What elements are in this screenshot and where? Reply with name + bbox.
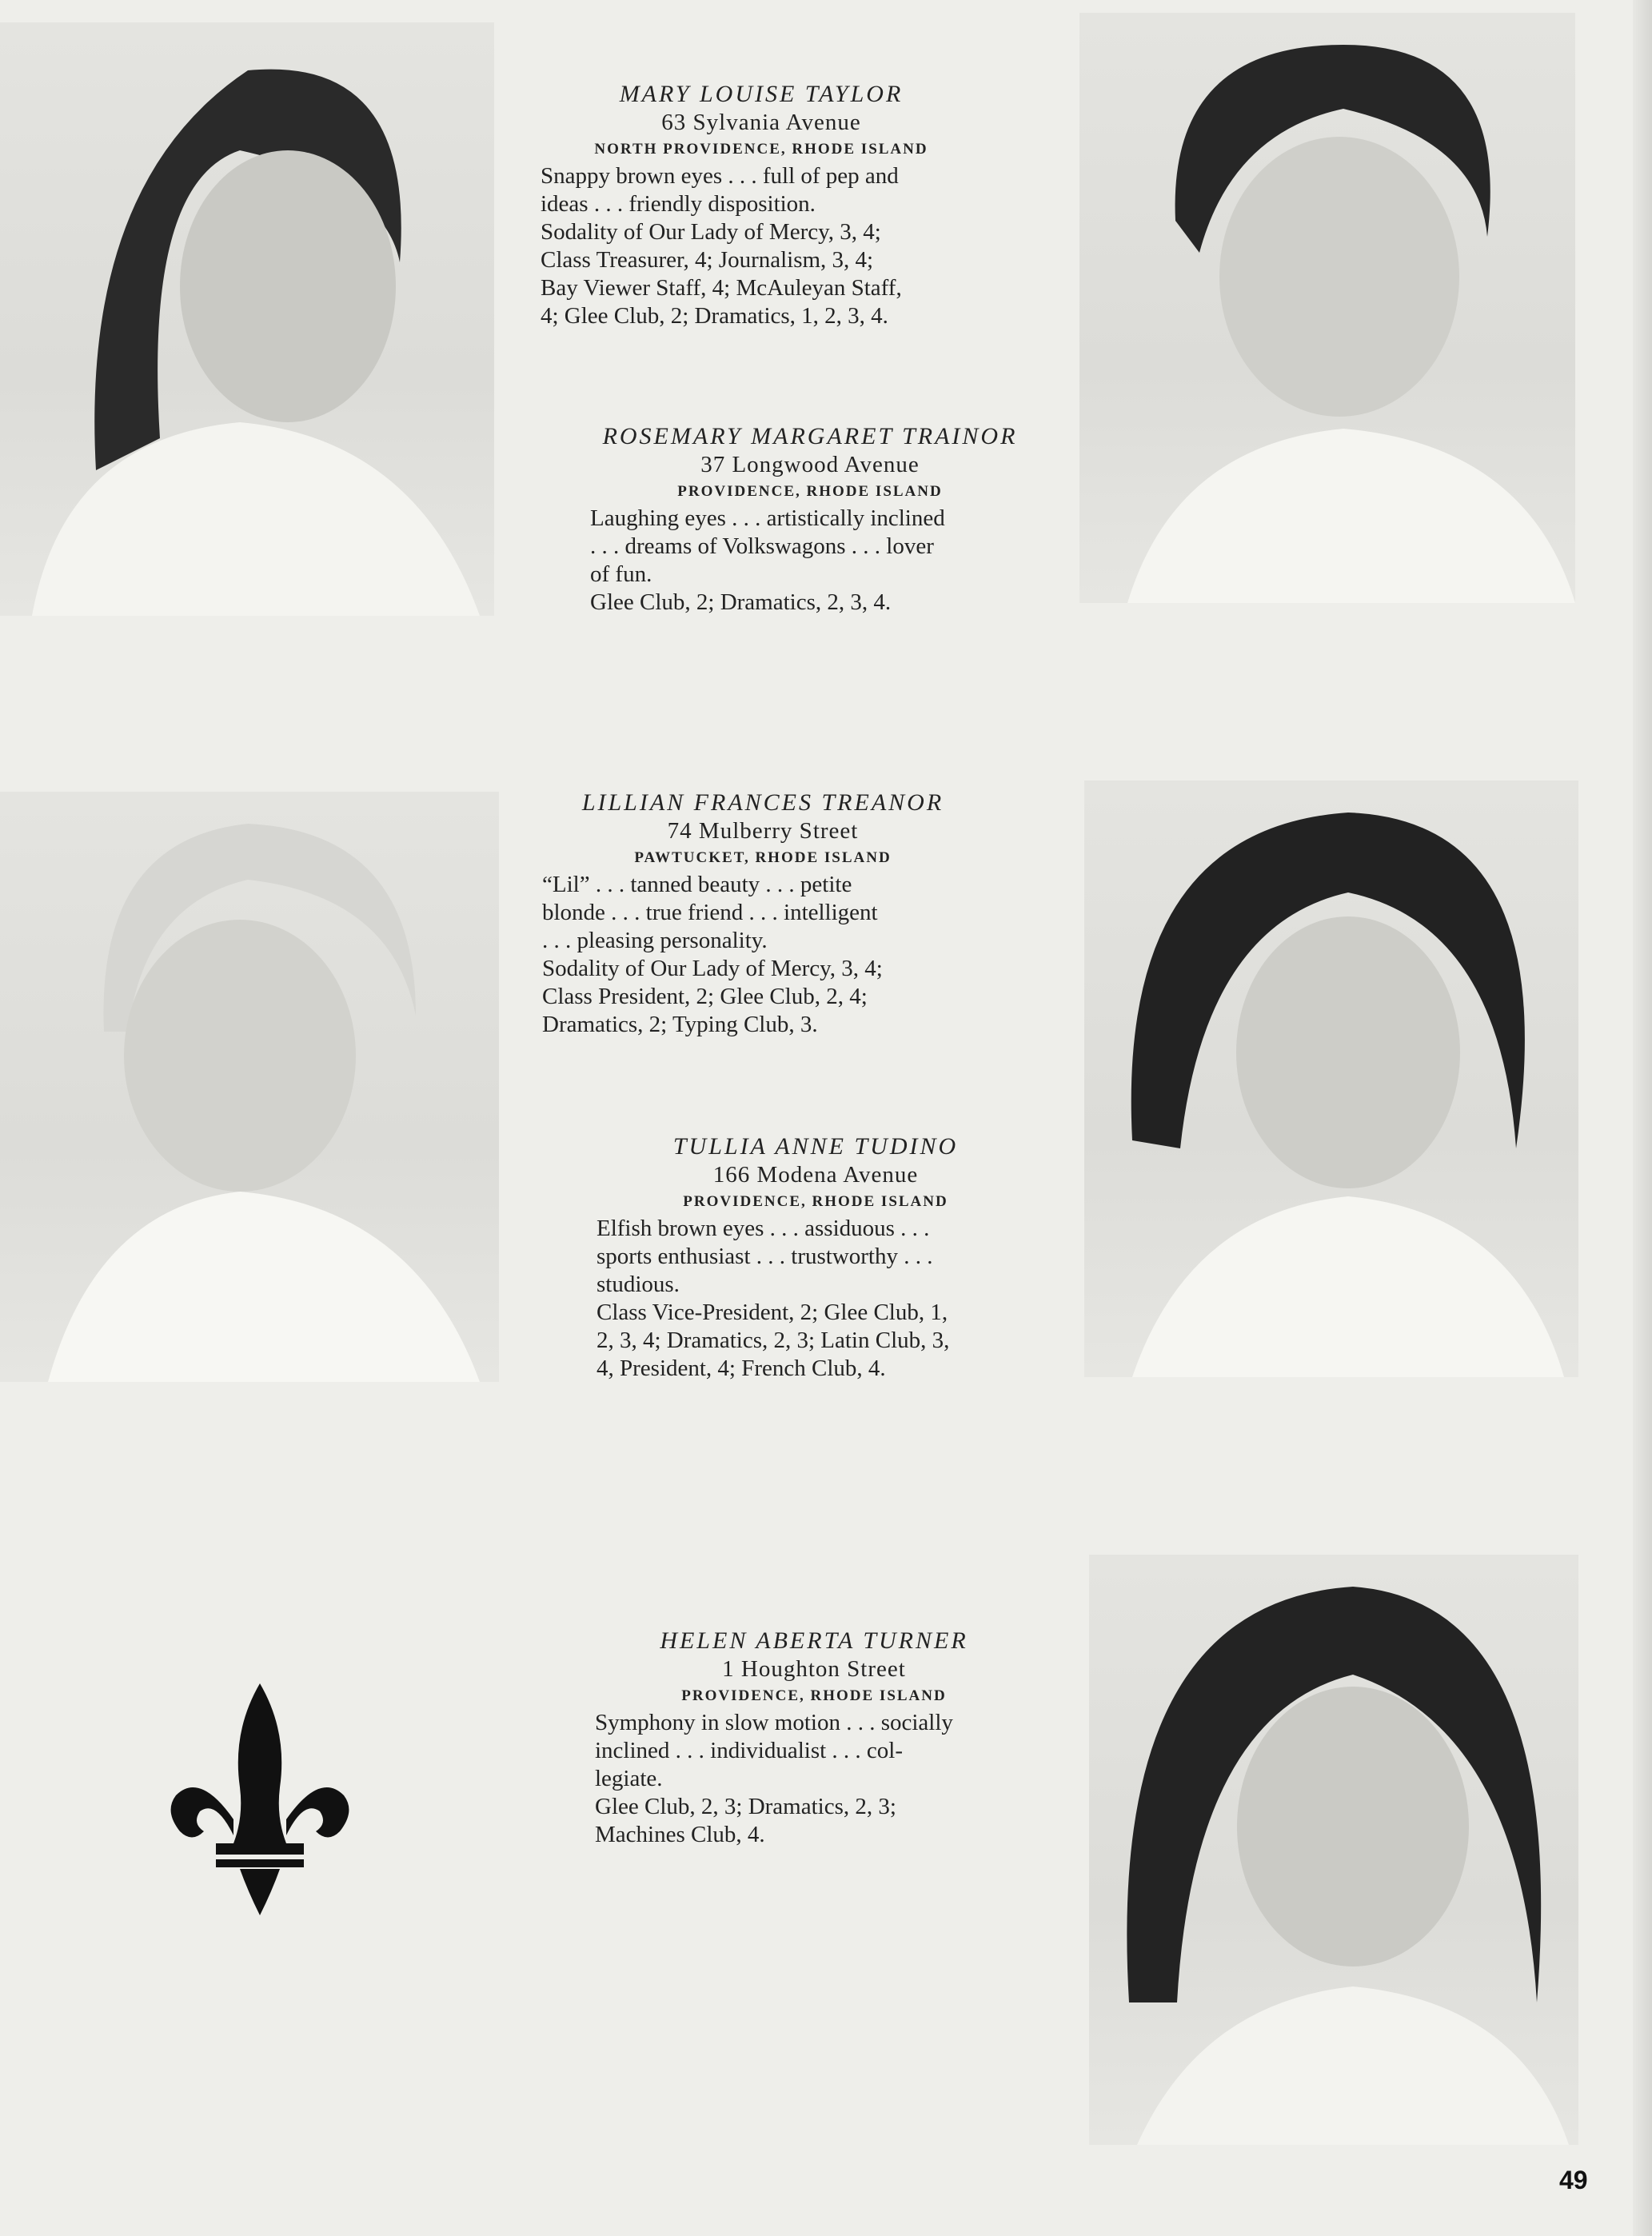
student-line: Snappy brown eyes . . . full of pep and: [541, 163, 899, 189]
student-line: 4; Glee Club, 2; Dramatics, 1, 2, 3, 4.: [541, 303, 888, 329]
student-line: Class President, 2; Glee Club, 2, 4;: [542, 984, 868, 1009]
student-city: PAWTUCKET, RHODE ISLAND: [634, 849, 892, 866]
student-address: 166 Modena Avenue: [712, 1162, 919, 1188]
student-entry-taylor: [541, 80, 982, 330]
student-line: Elfish brown eyes . . . assiduous . . .: [597, 1216, 930, 1241]
student-line: legiate.: [595, 1766, 663, 1791]
student-name: LILLIAN FRANCES TREANOR: [581, 789, 944, 816]
student-city: NORTH PROVIDENCE, RHODE ISLAND: [594, 141, 928, 158]
student-line: . . . pleasing personality.: [542, 928, 768, 953]
student-line: sports enthusiast . . . trustworthy . . .: [597, 1244, 933, 1269]
student-city: PROVIDENCE, RHODE ISLAND: [681, 1687, 947, 1704]
student-address: 1 Houghton Street: [722, 1656, 906, 1682]
student-address: 37 Longwood Avenue: [700, 452, 920, 477]
student-line: Dramatics, 2; Typing Club, 3.: [542, 1012, 818, 1037]
student-line: blonde . . . true friend . . . intelligent: [542, 900, 878, 925]
portrait-photo-taylor: [0, 22, 494, 616]
student-name: TULLIA ANNE TUDINO: [672, 1133, 959, 1160]
student-line: “Lil” . . . tanned beauty . . . petite: [542, 872, 852, 897]
student-line: Class Vice-President, 2; Glee Club, 1,: [597, 1300, 948, 1325]
student-address: 74 Mulberry Street: [667, 818, 859, 844]
page-number: 49: [1559, 2166, 1588, 2194]
student-address: 63 Sylvania Avenue: [661, 110, 861, 135]
student-line: Laughing eyes . . . artistically inclined: [590, 505, 945, 531]
portrait-photo-tudino: [1084, 781, 1578, 1377]
student-line: Glee Club, 2; Dramatics, 2, 3, 4.: [590, 589, 892, 615]
student-name: MARY LOUISE TAYLOR: [619, 81, 904, 107]
student-line: Glee Club, 2, 3; Dramatics, 2, 3;: [595, 1794, 896, 1819]
student-line: ideas . . . friendly disposition.: [541, 191, 816, 217]
student-entry-trainor: [590, 422, 1030, 617]
portrait-photo-trainor: [1079, 13, 1575, 603]
student-line: Sodality of Our Lady of Mercy, 3, 4;: [541, 219, 881, 245]
student-line: . . . dreams of Volkswagons . . . lover: [590, 533, 934, 559]
page-edge: [1633, 0, 1652, 2236]
student-line: Sodality of Our Lady of Mercy, 3, 4;: [542, 956, 883, 981]
portrait-photo-treanor: [0, 792, 499, 1382]
fleur-de-lis-icon: [168, 1683, 352, 1915]
student-line: Class Treasurer, 4; Journalism, 3, 4;: [541, 247, 874, 273]
student-name: HELEN ABERTA TURNER: [660, 1627, 968, 1654]
student-entry-turner: [595, 1627, 1033, 1849]
student-line: Bay Viewer Staff, 4; McAuleyan Staff,: [541, 275, 902, 301]
student-line: inclined . . . individualist . . . col-: [595, 1738, 904, 1763]
student-city: PROVIDENCE, RHODE ISLAND: [683, 1193, 948, 1210]
student-entry-tudino: [597, 1132, 1035, 1383]
portrait-photo-turner: [1089, 1555, 1578, 2145]
student-entry-treanor: [542, 789, 984, 1039]
student-line: 2, 3, 4; Dramatics, 2, 3; Latin Club, 3,: [597, 1328, 950, 1353]
student-line: Machines Club, 4.: [595, 1822, 765, 1847]
student-line: Symphony in slow motion . . . socially: [595, 1710, 953, 1735]
student-name: ROSEMARY MARGARET TRAINOR: [602, 423, 1018, 449]
student-line: of fun.: [590, 561, 652, 587]
student-city: PROVIDENCE, RHODE ISLAND: [677, 483, 943, 500]
student-line: 4, President, 4; French Club, 4.: [597, 1356, 886, 1381]
student-line: studious.: [597, 1272, 680, 1297]
